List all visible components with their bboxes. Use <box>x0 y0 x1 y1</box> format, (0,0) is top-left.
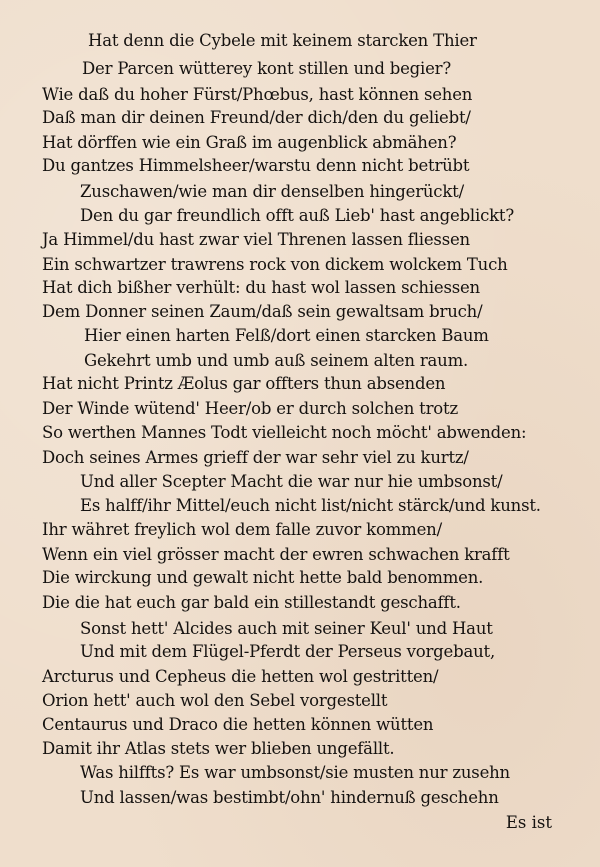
poem-line-3: Wie daß du hoher Fürst/Phœbus, hast können sehen <box>42 85 473 104</box>
poem-line-28: Orion hett' auch wol den Sebel vorgestellt <box>42 691 388 710</box>
poem-line-1: Hat denn die Cybele mit keinem starcken Thier <box>88 31 477 50</box>
poem-line-32: Und lassen/was bestimbt/ohn' hindernuß geschehn <box>80 788 499 807</box>
poem-line-9: Ja Himmel/du hast zwar viel Threnen lassen fliessen <box>42 230 470 249</box>
poem-line-29: Centaurus und Draco die hetten können wütten <box>42 715 434 734</box>
poem-line-27: Arcturus und Cepheus die hetten wol gestritten/ <box>42 667 439 686</box>
poem-line-24: Die die hat euch gar bald ein stillestandt geschafft. <box>42 593 461 612</box>
poem-line-19: Und aller Scepter Macht die war nur hie umbsonst/ <box>80 472 503 491</box>
poem-line-15: Hat nicht Printz Æolus gar offters thun absenden <box>42 374 446 393</box>
poem-line-20: Es halff/ihr Mittel/euch nicht list/nicht stärck/und kunst. <box>80 496 541 515</box>
poem-line-10: Ein schwartzer trawrens rock von dickem wolckem Tuch <box>42 255 508 274</box>
poem-line-12: Dem Donner seinen Zaum/daß sein gewaltsam bruch/ <box>42 302 483 321</box>
poem-line-26: Und mit dem Flügel-Pferdt der Perseus vorgebaut, <box>80 642 496 661</box>
poem-line-8: Den du gar freundlich offt auß Lieb' hast angeblickt? <box>80 206 514 225</box>
poem-line-6: Du gantzes Himmelsheer/warstu denn nicht betrübt <box>42 156 470 175</box>
poem-line-14: Gekehrt umb und umb auß seinem alten raum. <box>84 351 469 370</box>
poem-line-4: Daß man dir deinen Freund/der dich/den du geliebt/ <box>42 108 471 127</box>
poem-line-17: So werthen Mannes Todt vielleicht noch möcht' abwenden: <box>42 423 527 442</box>
poem-line-2: Der Parcen wütterey kont stillen und begier? <box>82 59 452 78</box>
catchword: Es ist <box>505 813 552 832</box>
poem-line-7: Zuschawen/wie man dir denselben hingerückt/ <box>80 182 464 201</box>
poem-line-31: Was hilffts? Es war umbsonst/sie musten nur zusehn <box>80 763 510 782</box>
poem-line-13: Hier einen harten Felß/dort einen starcken Baum <box>84 326 489 345</box>
poem-line-18: Doch seines Armes grieff der war sehr viel zu kurtz/ <box>42 448 469 467</box>
poem-line-16: Der Winde wütend' Heer/ob er durch solchen trotz <box>42 399 458 418</box>
poem-line-21: Ihr währet freylich wol dem falle zuvor kommen/ <box>42 520 442 539</box>
poem-line-22: Wenn ein viel grösser macht der ewren schwachen krafft <box>42 545 510 564</box>
poem-line-5: Hat dörffen wie ein Graß im augenblick abmähen? <box>42 133 457 152</box>
poem-line-11: Hat dich bißher verhült: du hast wol lassen schiessen <box>42 278 480 297</box>
poem-line-25: Sonst hett' Alcides auch mit seiner Keul' und Haut <box>80 619 493 638</box>
poem-line-30: Damit ihr Atlas stets wer blieben ungefällt. <box>42 739 395 758</box>
poem-line-23: Die wirckung und gewalt nicht hette bald benommen. <box>42 568 484 587</box>
